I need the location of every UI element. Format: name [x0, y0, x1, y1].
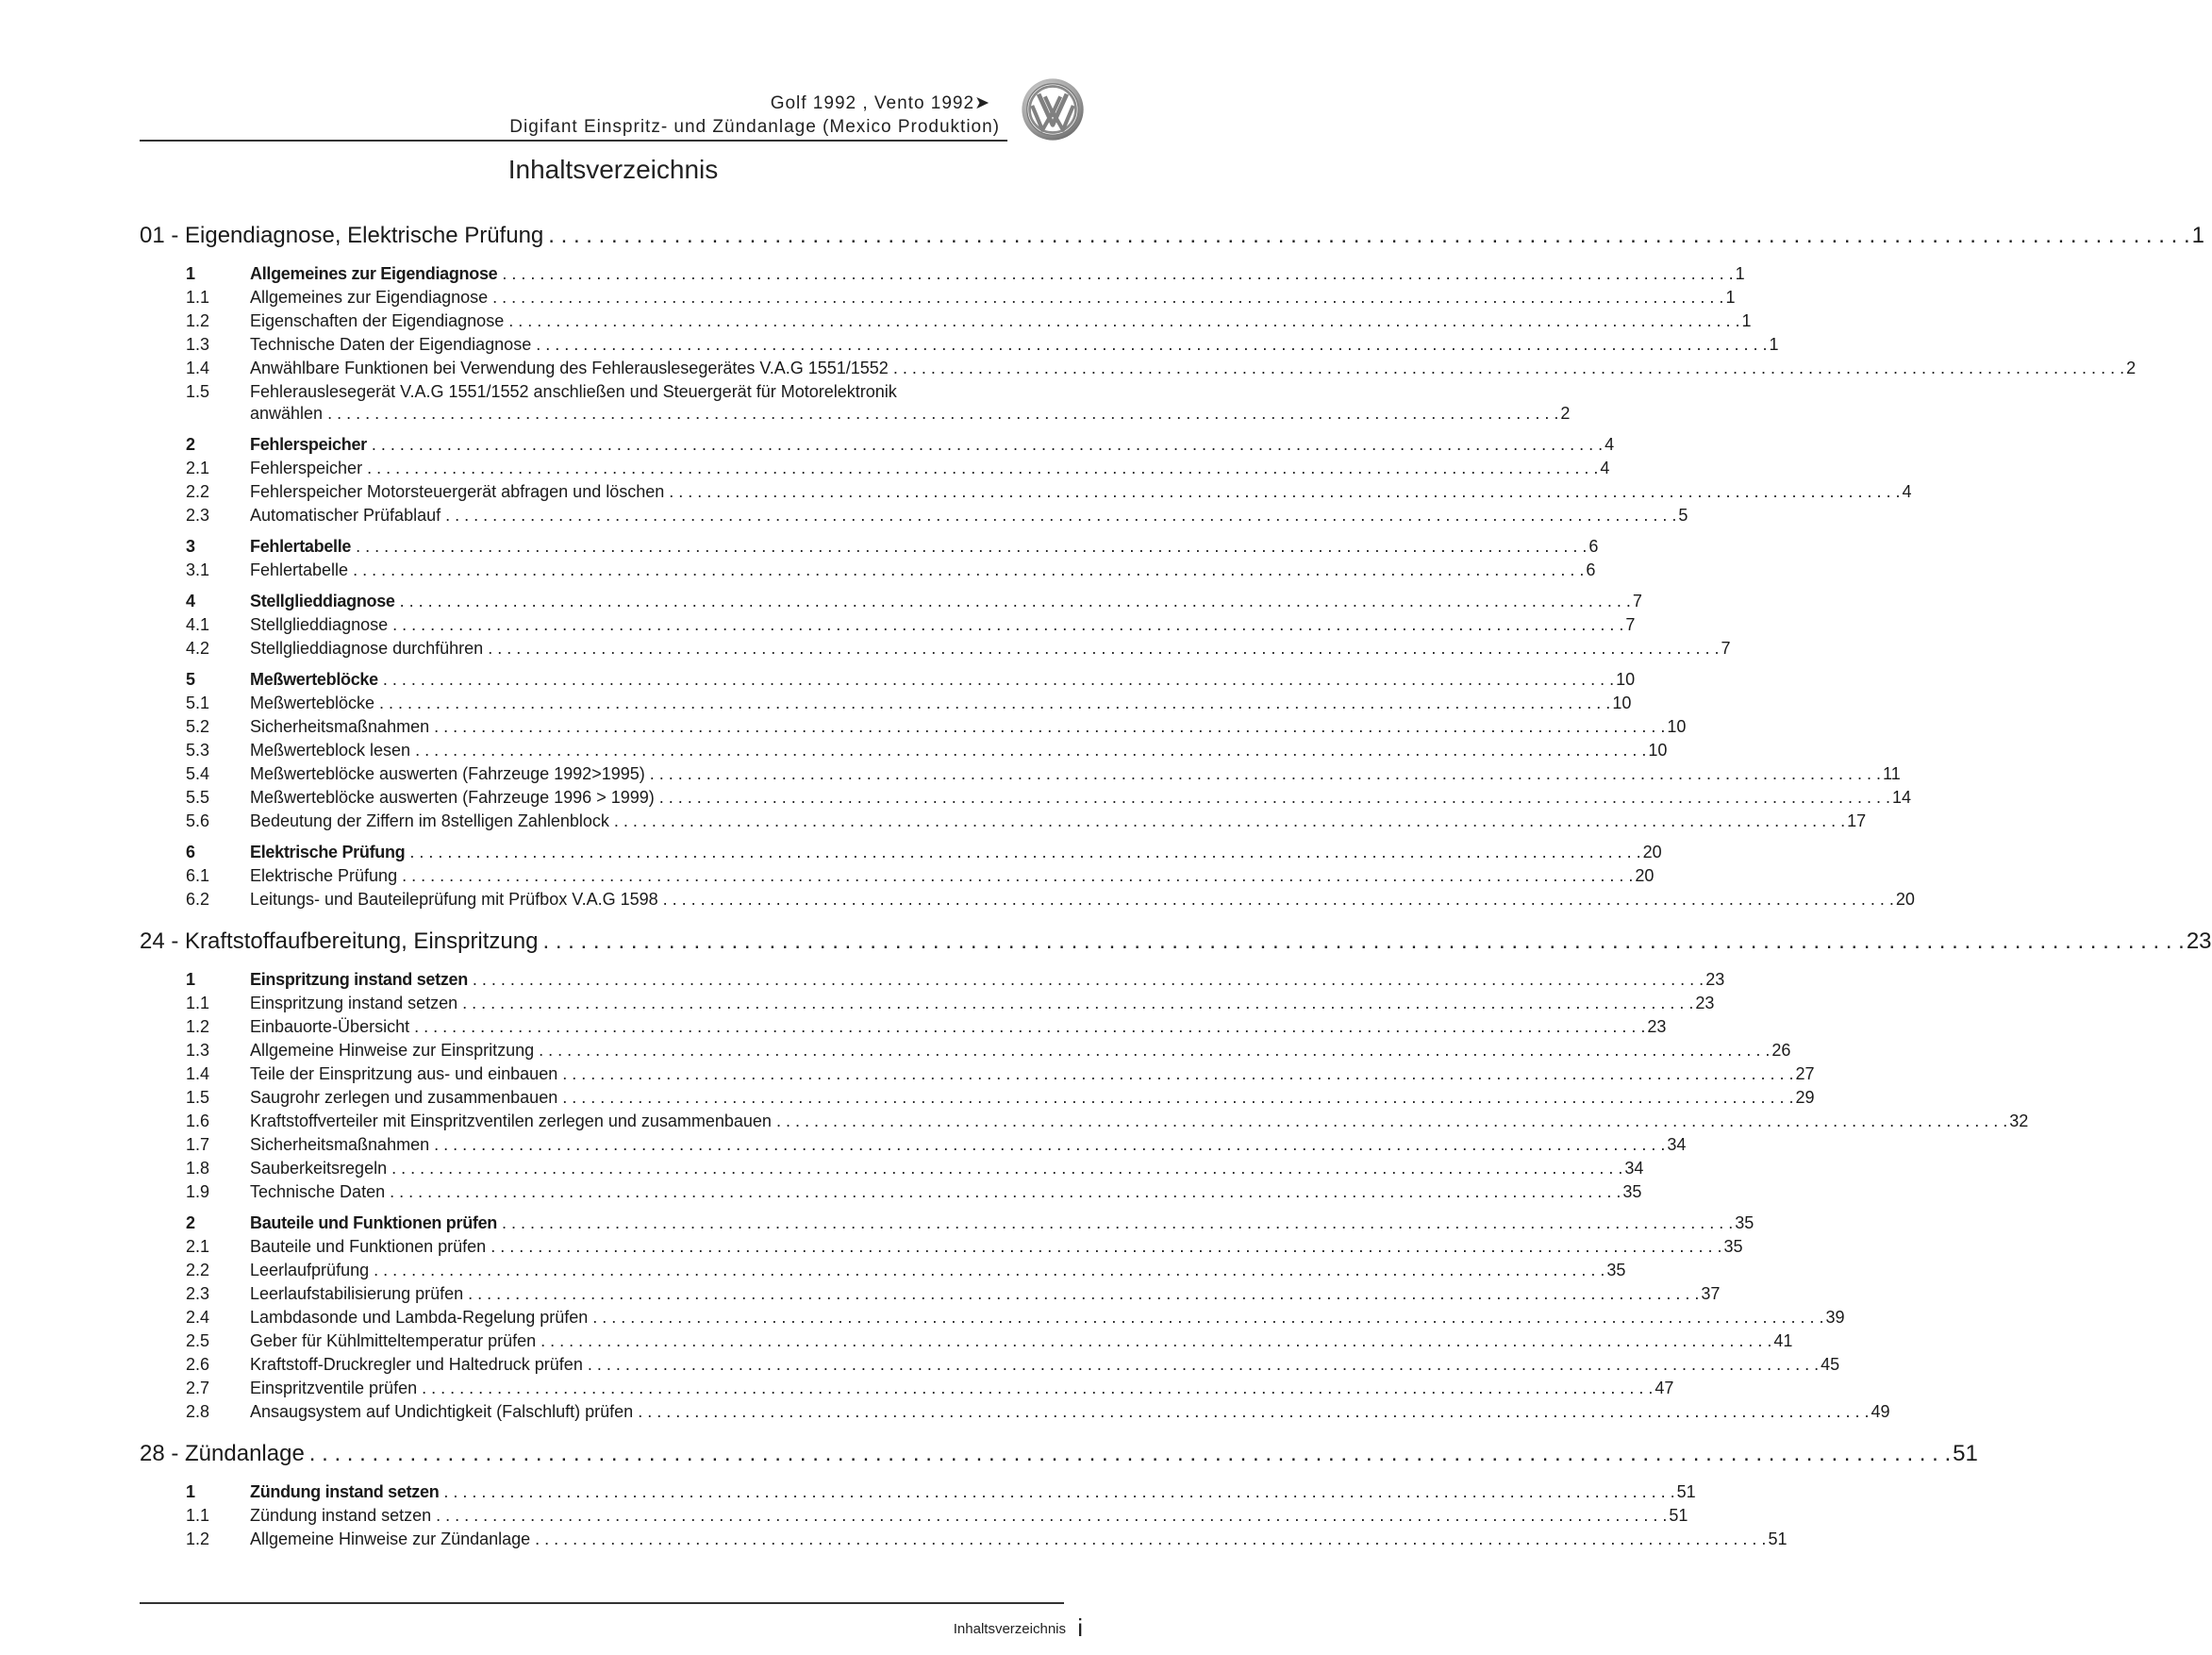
- toc-entry-page: 7: [1625, 615, 1636, 634]
- toc-leader-dots: [369, 1259, 1605, 1282]
- toc-entry-page: 26: [1771, 1041, 1791, 1060]
- toc-entry-page: 23: [1695, 994, 1715, 1012]
- toc-entry-title: Fehlerspeicher: [250, 435, 367, 454]
- toc-entry-number: 5.1: [186, 694, 210, 712]
- toc-leader-dots: [543, 217, 2189, 255]
- toc-entry-page: 1: [1741, 311, 1752, 330]
- toc-leader-dots: [497, 262, 1733, 286]
- toc-entry-title: Saugrohr zerlegen und zusammenbauen: [250, 1088, 558, 1107]
- toc-entry[interactable]: [140, 692, 1632, 715]
- toc-entry-page: 17: [1847, 811, 1867, 830]
- toc-entry-number: 2: [186, 1213, 195, 1232]
- toc-entry[interactable]: [140, 762, 1901, 786]
- toc-leader-dots: [323, 403, 1558, 424]
- toc-entry-page: 20: [1642, 843, 1662, 861]
- toc-entry-page: 47: [1655, 1379, 1674, 1397]
- toc-entry[interactable]: [140, 739, 1668, 762]
- toc-entry-title: Bauteile und Funktionen prüfen: [250, 1237, 487, 1256]
- toc-entry-number: 1.8: [186, 1159, 210, 1178]
- toc-entry[interactable]: [140, 457, 1610, 480]
- toc-entry-page: 1: [1735, 264, 1745, 283]
- toc-entry-number: 1.2: [186, 1017, 210, 1036]
- toc-entry-title: Meßwerteblöcke: [250, 694, 375, 712]
- toc-section[interactable]: [140, 590, 1642, 613]
- toc-entry-number: 1.2: [186, 311, 210, 330]
- toc-entry[interactable]: [140, 1039, 1791, 1062]
- toc-entry-page: 45: [1821, 1355, 1840, 1374]
- vw-logo-icon: [1021, 77, 1085, 142]
- toc-entry-page: 23: [1705, 970, 1725, 989]
- toc-section[interactable]: [140, 668, 1636, 692]
- toc-entry-number: 2.1: [186, 459, 210, 477]
- toc-entry[interactable]: [140, 1504, 1688, 1528]
- footer-label: Inhaltsverzeichnis: [953, 1621, 1066, 1637]
- toc-leader-dots: [664, 480, 1900, 504]
- toc-entry[interactable]: [140, 1329, 1793, 1353]
- toc-leader-dots: [305, 1435, 1951, 1473]
- toc-entry[interactable]: [140, 1086, 1815, 1110]
- toc-section[interactable]: [140, 1212, 1755, 1235]
- toc-entry-title: Leitungs- und Bauteileprüfung mit Prüfbox V.A.G 1598: [250, 890, 658, 909]
- toc-entry[interactable]: [140, 613, 1636, 637]
- toc-chapter[interactable]: [140, 1435, 1978, 1473]
- toc-entry[interactable]: [140, 1528, 1788, 1551]
- toc-entry-page: 35: [1723, 1237, 1743, 1256]
- toc-entry-title: Automatischer Prüfablauf: [250, 506, 441, 525]
- toc-leader-dots: [429, 1133, 1665, 1157]
- toc-entry-number: 2.3: [186, 506, 210, 525]
- toc-entry-page: 6: [1586, 560, 1596, 579]
- toc-entry-number: 4.2: [186, 639, 210, 658]
- toc-entry-number: 4: [186, 592, 195, 610]
- toc-leader-dots: [348, 559, 1584, 582]
- toc-entry-title: Allgemeine Hinweise zur Zündanlage: [250, 1530, 531, 1548]
- footer-page-number: i: [1077, 1613, 1083, 1642]
- toc-leader-dots: [439, 1480, 1674, 1504]
- toc-entry-page: 49: [1871, 1402, 1890, 1421]
- toc-entry-title: Lambdasonde und Lambda-Regelung prüfen: [250, 1308, 589, 1327]
- toc-entry-page: 10: [1616, 670, 1636, 689]
- toc-leader-dots: [536, 1329, 1771, 1353]
- toc-entry-number: 1.5: [186, 1088, 210, 1107]
- toc-leader-dots: [397, 864, 1633, 888]
- toc-entry[interactable]: [140, 992, 1715, 1015]
- toc-entry-title: Technische Daten der Eigendiagnose: [250, 335, 532, 354]
- toc-leader-dots: [388, 613, 1623, 637]
- toc-leader-dots: [410, 739, 1646, 762]
- toc-entry-page: 11: [1883, 764, 1901, 783]
- toc-entry-title: Stellglieddiagnose: [250, 592, 395, 610]
- toc-section[interactable]: [140, 433, 1615, 457]
- toc-entry-number: 2.3: [186, 1284, 210, 1303]
- toc-entry-page: 4: [1605, 435, 1615, 454]
- toc-entry-title: Teile der Einspritzung aus- und einbauen: [250, 1064, 558, 1083]
- toc-entry[interactable]: [140, 504, 1688, 527]
- header-divider: [140, 140, 1007, 142]
- toc-entry-title: Stellglieddiagnose durchführen: [250, 639, 484, 658]
- toc-entry-title: Meßwerteblöcke auswerten (Fahrzeuge 1996 > 1999): [250, 788, 655, 807]
- toc-leader-dots: [362, 457, 1598, 480]
- toc-leader-dots: [557, 1086, 1793, 1110]
- toc-leader-dots: [658, 888, 1894, 911]
- toc-entry[interactable]: [140, 559, 1596, 582]
- toc-entry-title: 24 - Kraftstoffaufbereitung, Einspritzung: [140, 928, 539, 954]
- toc-entry[interactable]: [140, 286, 1736, 309]
- toc-entry-title: Bedeutung der Ziffern im 8stelligen Zahlenblock: [250, 811, 609, 830]
- toc-entry-number: 2.5: [186, 1331, 210, 1350]
- toc-entry-number: 1.3: [186, 1041, 210, 1060]
- table-of-contents: [140, 217, 2212, 1551]
- toc-entry-number: 1.9: [186, 1182, 210, 1201]
- toc-entry[interactable]: [140, 786, 1912, 810]
- toc-leader-dots: [588, 1306, 1823, 1329]
- toc-section[interactable]: [140, 968, 1725, 992]
- toc-entry[interactable]: [140, 1062, 1815, 1086]
- toc-entry-page: 7: [1721, 639, 1731, 658]
- toc-entry-title: Allgemeines zur Eigendiagnose: [250, 264, 498, 283]
- toc-entry-title: Fehlerspeicher Motorsteuergerät abfragen und löschen: [250, 482, 665, 501]
- toc-entry-page: 2: [2126, 359, 2137, 377]
- toc-entry-title: Bauteile und Funktionen prüfen: [250, 1213, 497, 1232]
- toc-entry-number: 3: [186, 537, 195, 556]
- toc-leader-dots: [488, 286, 1723, 309]
- toc-entry-number: 5.5: [186, 788, 210, 807]
- toc-entry-number: 1: [186, 264, 195, 283]
- header-vehicle-models: Golf 1992 , Vento 1992➤: [770, 93, 990, 113]
- toc-entry-page: 34: [1624, 1159, 1644, 1178]
- toc-entry-number: 2.1: [186, 1237, 210, 1256]
- toc-entry[interactable]: [140, 1110, 2029, 1133]
- toc-entry-title: Anwählbare Funktionen bei Verwendung des Fehlerauslesegerätes V.A.G 1551/1552: [250, 359, 889, 377]
- toc-entry[interactable]: [140, 333, 1779, 357]
- toc-leader-dots: [387, 1157, 1622, 1180]
- toc-entry[interactable]: [140, 380, 1571, 426]
- toc-entry-number: 1: [186, 1482, 195, 1501]
- toc-entry-page: 37: [1701, 1284, 1721, 1303]
- toc-entry-title: Ansaugsystem auf Undichtigkeit (Falschluft) prüfen: [250, 1402, 634, 1421]
- toc-leader-dots: [417, 1377, 1653, 1400]
- toc-entry-title: Fehlerauslesegerät V.A.G 1551/1552 anschließen und Steuergerät für Motorelektronik: [250, 382, 897, 401]
- toc-leader-dots: [351, 535, 1587, 559]
- toc-entry-number: 5.6: [186, 811, 210, 830]
- toc-entry-title: Allgemeine Hinweise zur Einspritzung: [250, 1041, 535, 1060]
- toc-section[interactable]: [140, 535, 1599, 559]
- toc-entry-title: Meßwerteblöcke: [250, 670, 378, 689]
- toc-leader-dots: [395, 590, 1631, 613]
- toc-leader-dots: [504, 309, 1739, 333]
- toc-entry-number: 2: [186, 435, 195, 454]
- toc-leader-dots: [486, 1235, 1721, 1259]
- toc-entry-page: 34: [1667, 1135, 1687, 1154]
- toc-entry-title: Geber für Kühlmitteltemperatur prüfen: [250, 1331, 537, 1350]
- toc-entry-title: Zündung instand setzen: [250, 1506, 432, 1525]
- toc-entry-number: 1.4: [186, 1064, 210, 1083]
- toc-entry-title: Einspritzung instand setzen: [250, 994, 458, 1012]
- toc-entry-page: 51: [1669, 1506, 1688, 1525]
- toc-leader-dots: [441, 504, 1676, 527]
- toc-leader-dots: [497, 1212, 1733, 1235]
- toc-entry-page: 1: [1725, 288, 1736, 307]
- toc-leader-dots: [645, 762, 1881, 786]
- toc-entry-page: 35: [1735, 1213, 1755, 1232]
- toc-leader-dots: [457, 992, 1693, 1015]
- toc-entry-number: 2.8: [186, 1402, 210, 1421]
- toc-entry-title: 28 - Zündanlage: [140, 1441, 305, 1466]
- toc-entry-number: 1.2: [186, 1530, 210, 1548]
- toc-entry[interactable]: [140, 1353, 1840, 1377]
- toc-entry[interactable]: [140, 1157, 1644, 1180]
- toc-entry-page: 51: [1768, 1530, 1788, 1548]
- toc-entry-number: 1.1: [186, 994, 210, 1012]
- toc-entry-page: 10: [1648, 741, 1668, 760]
- toc-entry[interactable]: [140, 309, 1752, 333]
- toc-entry-number: 1.7: [186, 1135, 210, 1154]
- toc-leader-dots: [378, 668, 1614, 692]
- toc-entry-title: 01 - Eigendiagnose, Elektrische Prüfung: [140, 223, 544, 248]
- header-manual-subject: Digifant Einspritz- und Zündanlage (Mexico Produktion): [509, 117, 1000, 137]
- toc-entry[interactable]: [140, 864, 1655, 888]
- toc-entry-title: Sicherheitsmaßnahmen: [250, 717, 430, 736]
- toc-entry-page: 10: [1667, 717, 1687, 736]
- toc-entry-page: 41: [1773, 1331, 1793, 1350]
- toc-leader-dots: [772, 1110, 2007, 1133]
- toc-entry[interactable]: [140, 1015, 1667, 1039]
- toc-entry-title: Einspritzventile prüfen: [250, 1379, 418, 1397]
- toc-entry-number: 1.5: [186, 382, 210, 401]
- toc-chapter[interactable]: [140, 923, 2212, 961]
- toc-entry-number: 6.1: [186, 866, 210, 885]
- toc-entry-page: 1: [1769, 335, 1779, 354]
- toc-section[interactable]: [140, 841, 1662, 864]
- toc-entry[interactable]: [140, 888, 1915, 911]
- toc-entry-number: 2.2: [186, 1261, 210, 1279]
- toc-leader-dots: [609, 810, 1845, 833]
- toc-entry-title-continued: anwählen: [250, 404, 324, 423]
- toc-entry-title: Sicherheitsmaßnahmen: [250, 1135, 430, 1154]
- toc-entry-number: 6.2: [186, 890, 210, 909]
- toc-entry-title: Elektrische Prüfung: [250, 843, 406, 861]
- toc-entry-number: 3.1: [186, 560, 210, 579]
- toc-entry-page: 14: [1892, 788, 1912, 807]
- toc-leader-dots: [409, 1015, 1645, 1039]
- toc-leader-dots: [463, 1282, 1699, 1306]
- toc-entry-title: Meßwerteblock lesen: [250, 741, 411, 760]
- toc-leader-dots: [367, 433, 1603, 457]
- toc-entry-page: 4: [1600, 459, 1610, 477]
- toc-section[interactable]: [140, 262, 1745, 286]
- toc-leader-dots: [633, 1400, 1869, 1424]
- toc-entry[interactable]: [140, 1400, 1890, 1424]
- toc-entry-number: 2.7: [186, 1379, 210, 1397]
- toc-leader-dots: [468, 968, 1704, 992]
- toc-leader-dots: [405, 841, 1640, 864]
- toc-entry-number: 1.6: [186, 1112, 210, 1130]
- toc-entry-number: 2.2: [186, 482, 210, 501]
- toc-entry-page: 32: [2009, 1112, 2029, 1130]
- toc-entry-page: 39: [1825, 1308, 1845, 1327]
- toc-entry-page: 23: [1647, 1017, 1667, 1036]
- toc-entry-number: 5: [186, 670, 195, 689]
- toc-chapter[interactable]: [140, 217, 2204, 255]
- toc-entry-number: 5.4: [186, 764, 210, 783]
- toc-entry[interactable]: [140, 1259, 1626, 1282]
- footer-divider: [140, 1602, 1064, 1604]
- toc-entry-title: Leerlaufstabilisierung prüfen: [250, 1284, 464, 1303]
- toc-entry[interactable]: [140, 1282, 1721, 1306]
- toc-leader-dots: [557, 1062, 1793, 1086]
- toc-entry-title: Elektrische Prüfung: [250, 866, 398, 885]
- toc-entry-title: Fehlertabelle: [250, 560, 349, 579]
- toc-leader-dots: [531, 333, 1767, 357]
- toc-entry-page: 5: [1678, 506, 1688, 525]
- toc-leader-dots: [483, 637, 1719, 660]
- toc-entry[interactable]: [140, 357, 2137, 380]
- toc-leader-dots: [538, 923, 2184, 961]
- toc-entry-number: 1.1: [186, 1506, 210, 1525]
- toc-leader-dots: [385, 1180, 1621, 1204]
- toc-entry-page: 23: [2186, 928, 2212, 954]
- toc-section[interactable]: [140, 1480, 1696, 1504]
- toc-entry-title: Technische Daten: [250, 1182, 386, 1201]
- toc-entry-number: 2.4: [186, 1308, 210, 1327]
- toc-entry-title: Fehlertabelle: [250, 537, 352, 556]
- toc-entry-page: 20: [1895, 890, 1915, 909]
- toc-entry-page: 35: [1606, 1261, 1626, 1279]
- toc-entry-page: 7: [1632, 592, 1642, 610]
- toc-leader-dots: [889, 357, 2124, 380]
- toc-entry-title: Fehlerspeicher: [250, 459, 363, 477]
- toc-entry-page: 10: [1612, 694, 1632, 712]
- toc-entry[interactable]: [140, 810, 1867, 833]
- toc-entry-number: 1.1: [186, 288, 210, 307]
- toc-leader-dots: [374, 692, 1610, 715]
- toc-leader-dots: [429, 715, 1665, 739]
- toc-entry-page: 1: [2191, 223, 2204, 248]
- toc-entry-number: 5.2: [186, 717, 210, 736]
- toc-entry-number: 4.1: [186, 615, 210, 634]
- toc-entry-page: 4: [1902, 482, 1912, 501]
- toc-entry-number: 1.4: [186, 359, 210, 377]
- toc-entry-number: 5.3: [186, 741, 210, 760]
- toc-entry-title: Kraftstoffverteiler mit Einspritzventilen zerlegen und zusammenbauen: [250, 1112, 772, 1130]
- toc-entry[interactable]: [140, 637, 1731, 660]
- toc-entry-number: 6: [186, 843, 195, 861]
- toc-entry-title: Einspritzung instand setzen: [250, 970, 468, 989]
- toc-entry-title: Leerlaufprüfung: [250, 1261, 370, 1279]
- toc-entry-page: 6: [1588, 537, 1599, 556]
- toc-entry-page: 51: [1953, 1441, 1978, 1466]
- toc-entry-page: 27: [1795, 1064, 1815, 1083]
- toc-entry[interactable]: [140, 1377, 1674, 1400]
- toc-leader-dots: [534, 1039, 1770, 1062]
- toc-entry-title: Eigenschaften der Eigendiagnose: [250, 311, 505, 330]
- toc-entry[interactable]: [140, 1306, 1845, 1329]
- toc-entry-title: Einbauorte-Übersicht: [250, 1017, 410, 1036]
- toc-entry-page: 20: [1635, 866, 1655, 885]
- toc-entry[interactable]: [140, 1180, 1642, 1204]
- toc-leader-dots: [431, 1504, 1667, 1528]
- toc-entry-number: 2.6: [186, 1355, 210, 1374]
- toc-entry-title: Zündung instand setzen: [250, 1482, 440, 1501]
- toc-leader-dots: [655, 786, 1890, 810]
- toc-entry-title: Sauberkeitsregeln: [250, 1159, 388, 1178]
- toc-entry-title: Allgemeines zur Eigendiagnose: [250, 288, 489, 307]
- toc-entry-page: 35: [1622, 1182, 1642, 1201]
- toc-entry-page: 51: [1676, 1482, 1696, 1501]
- toc-entry[interactable]: [140, 1133, 1687, 1157]
- toc-leader-dots: [530, 1528, 1766, 1551]
- toc-entry-title: Meßwerteblöcke auswerten (Fahrzeuge 1992>1995): [250, 764, 645, 783]
- toc-entry[interactable]: [140, 480, 1912, 504]
- toc-entry[interactable]: [140, 1235, 1743, 1259]
- toc-entry-page: 2: [1560, 404, 1571, 423]
- toc-entry[interactable]: [140, 715, 1687, 739]
- toc-entry-number: 1: [186, 970, 195, 989]
- page-title: Inhaltsverzeichnis: [507, 155, 719, 184]
- toc-entry-number: 1.3: [186, 335, 210, 354]
- toc-entry-title: Kraftstoff-Druckregler und Haltedruck prüfen: [250, 1355, 583, 1374]
- toc-entry-title: Stellglieddiagnose: [250, 615, 389, 634]
- toc-leader-dots: [583, 1353, 1819, 1377]
- toc-entry-page: 29: [1795, 1088, 1815, 1107]
